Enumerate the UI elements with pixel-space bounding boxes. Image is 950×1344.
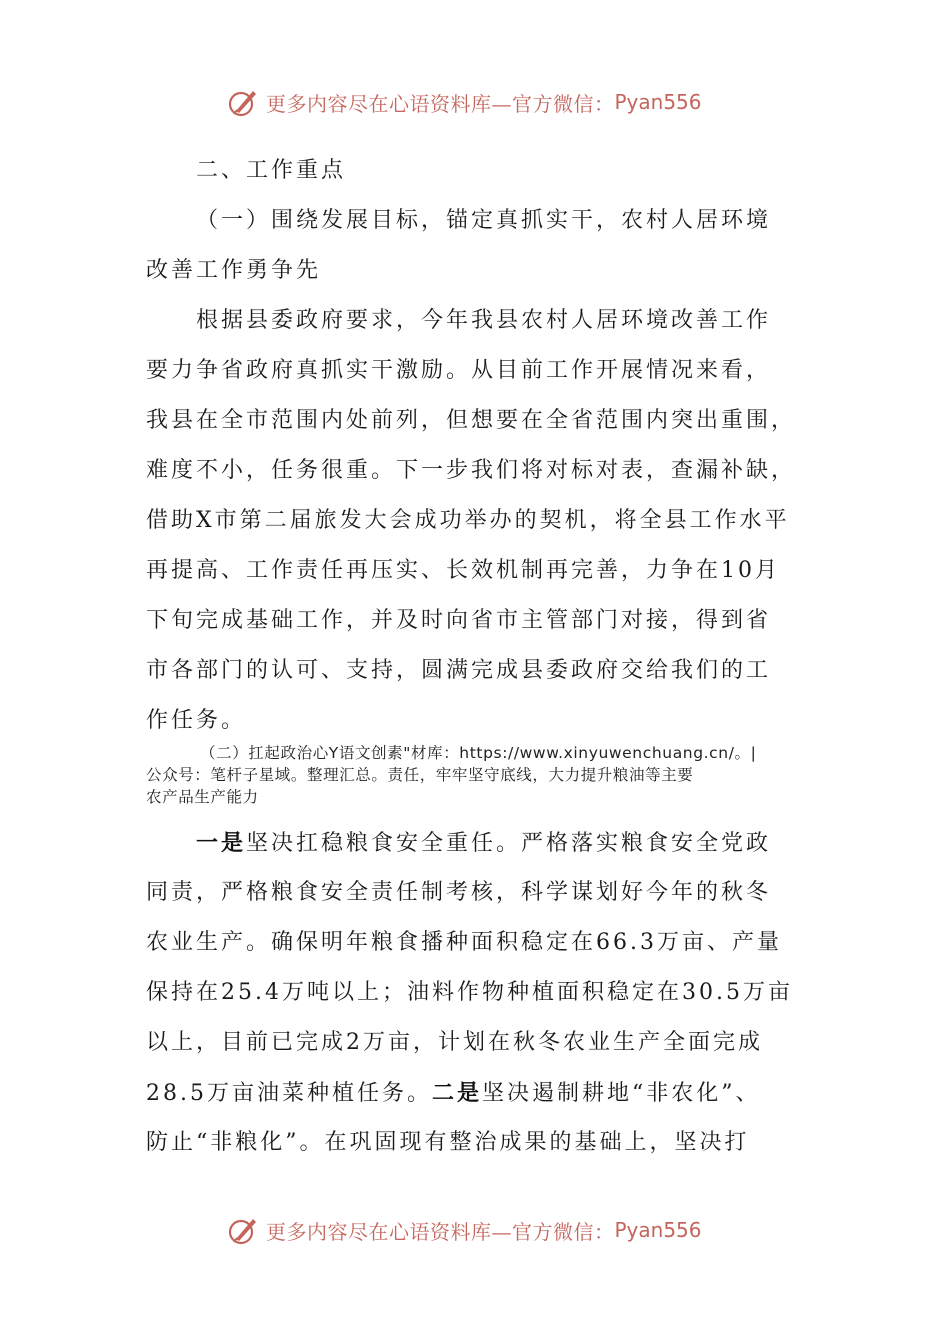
section-heading: 二、工作重点 [196, 158, 347, 183]
source-note-line: 农产品生产能力 [146, 788, 259, 806]
paragraph2-line: 一是坚决扛稳粮食安全重任。严格落实粮食安全党政 [196, 830, 772, 856]
paragraph1-line: 再提高、工作责任再压实、长效机制再完善，力争在10月 [146, 558, 780, 583]
paragraph1-line: 难度不小，任务很重。下一步我们将对标对表，查漏补缺， [146, 458, 797, 483]
watermark-wechat-id: Pyan556 [614, 90, 702, 114]
paragraph1-line: 要力争省政府真抓实干激励。从目前工作开展情况来看， [146, 358, 772, 383]
watermark-text: 更多内容尽在心语资料库—官方微信： [266, 1219, 615, 1244]
paragraph1-line: 作任务。 [146, 708, 247, 733]
source-note-line: 公众号：笔杆子星域。整理汇总。责任，牢牢坚守底线，大力提升粮油等主要 [146, 766, 694, 784]
paragraph2-line: 28.5万亩油菜种植任务。二是坚决遏制耕地“非农化”、 [146, 1080, 761, 1106]
watermark-wechat-id: Pyan556 [614, 1218, 702, 1242]
source-note-line: （二）扛起政治心Y语文创素"材库：https://www.xinyuwenchuang.cn/。| [200, 744, 757, 762]
paragraph2-line: 保持在25.4万吨以上；油料作物种植面积稳定在30.5万亩 [146, 980, 793, 1005]
subheading-line-2: 改善工作勇争先 [146, 258, 322, 283]
paragraph2-line: 同责，严格粮食安全责任制考核，科学谋划好今年的秋冬 [146, 880, 772, 905]
paragraph1-line: 下旬完成基础工作，并及时向省市主管部门对接，得到省 [146, 608, 772, 633]
watermark-banner-bottom [226, 1210, 702, 1250]
quill-pen-icon [226, 1213, 260, 1247]
watermark-banner-top [226, 82, 702, 122]
lead-label-2: 二是 [432, 1080, 483, 1106]
paragraph1-line: 我县在全市范围内处前列，但想要在全省范围内突出重围， [146, 408, 797, 433]
watermark-text: 更多内容尽在心语资料库—官方微信： [266, 91, 615, 116]
paragraph2-line: 以上，目前已完成2万亩，计划在秋冬农业生产全面完成 [146, 1030, 763, 1055]
paragraph2-line: 农业生产。确保明年粮食播种面积稳定在66.3万亩、产量 [146, 930, 782, 955]
quill-pen-icon [226, 85, 260, 119]
subheading-line-1: （一）围绕发展目标，锚定真抓实干，农村人居环境 [196, 208, 772, 233]
lead-label-1: 一是 [196, 830, 247, 856]
paragraph1-line: 借助X市第二届旅发大会成功举办的契机，将全县工作水平 [146, 508, 790, 533]
paragraph1-line: 根据县委政府要求，今年我县农村人居环境改善工作 [196, 308, 772, 333]
paragraph2-line: 防止“非粮化”。在巩固现有整治成果的基础上，坚决打 [146, 1130, 750, 1155]
paragraph1-line: 市各部门的认可、支持，圆满完成县委政府交给我们的工 [146, 658, 772, 683]
